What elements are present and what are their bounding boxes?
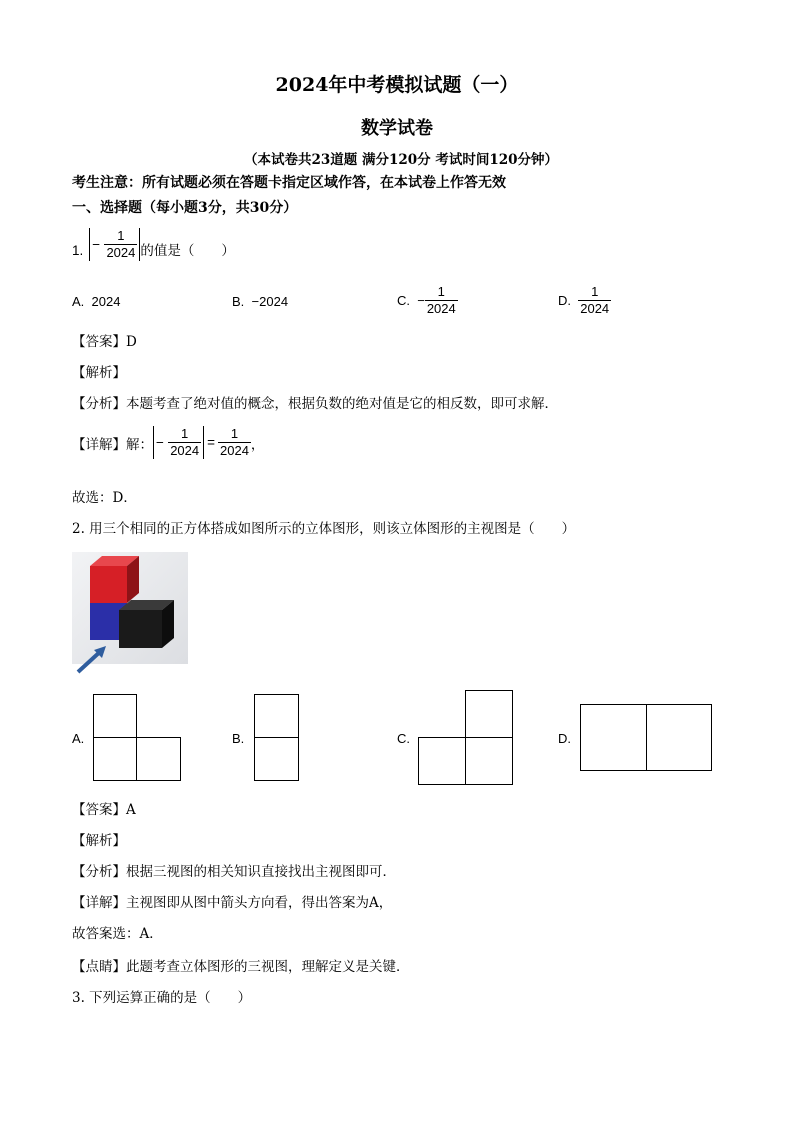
black-cube-front	[119, 610, 162, 648]
question-1-stem	[72, 228, 235, 261]
exam-title: 2024年中考模拟试题（一）	[275, 74, 519, 96]
view-b-top-square	[254, 694, 299, 738]
option-d-label: D.	[558, 731, 571, 746]
option-a-label: A.	[72, 731, 85, 746]
exam-notice: 考生注意：所有试题必须在答题卡指定区域作答，在本试卷上作答无效	[72, 175, 506, 191]
fraction: $\frac{1}{2024}$	[170, 426, 200, 458]
view-c-bottom-left-square	[418, 737, 466, 785]
answer-2: 【答案】A	[72, 802, 136, 818]
red-cube-front	[90, 566, 127, 603]
exam-subject: 数学试卷	[361, 118, 433, 139]
view-b-bottom-square	[254, 737, 299, 781]
question-3-stem: 3. 下列运算正确的是（ ）	[72, 990, 252, 1006]
absolute-value-expression: − $\frac{1}{2024}$	[153, 426, 204, 459]
question-number: 1.	[72, 243, 84, 258]
option-c: C. − $\frac{1}{2024}$	[397, 284, 456, 316]
fraction: $\frac{1}{2024}$	[580, 284, 610, 316]
analysis-heading-1: 【解析】	[72, 365, 126, 381]
detail-2: 【详解】主视图即从图中箭头方向看，得出答案为A，	[72, 895, 393, 911]
exam-info: （本试卷共23道题 满分120分 考试时间120分钟）	[243, 152, 559, 168]
option-d: D. $\frac{1}{2024}$	[558, 284, 610, 316]
view-c-bottom-right-square	[465, 737, 513, 785]
question-1-tail: 的值是（ ）	[140, 243, 235, 259]
question-2-stem: 2. 用三个相同的正方体搭成如图所示的立体图形，则该立体图形的主视图是（ ）	[72, 521, 576, 537]
detail-1: 【详解】解： − $\frac{1}{2024}$ = $\frac{1}{2024}$ ，	[72, 426, 265, 458]
fraction: $\frac{1}{2024}$	[426, 284, 456, 316]
comment-2: 【点睛】此题考查立体图形的三视图，理解定义是关键．	[72, 959, 410, 975]
fraction: $\frac{1}{2024}$	[106, 228, 136, 260]
analysis-1: 【分析】本题考查了绝对值的概念，根据负数的绝对值是它的相反数，即可求解．	[72, 396, 558, 412]
view-c-top-square	[465, 690, 513, 738]
option-b-label: B.	[232, 731, 245, 746]
analysis-2: 【分析】根据三视图的相关知识直接找出主视图即可．	[72, 864, 396, 880]
conclusion-2: 故答案选：A．	[72, 926, 163, 942]
fraction: $\frac{1}{2024}$	[220, 426, 249, 458]
absolute-value-expression	[89, 228, 140, 261]
cube-figure	[72, 552, 188, 678]
answer-1: 【答案】D	[72, 334, 137, 350]
option-c-label: C.	[397, 731, 410, 746]
minus-sign: −	[92, 237, 101, 252]
view-a-top-square	[93, 694, 137, 738]
option-b: B. −2024	[232, 294, 289, 309]
analysis-heading-2: 【解析】	[72, 833, 126, 849]
view-d-left-square	[580, 704, 647, 771]
view-d-right-square	[646, 704, 712, 771]
view-a-bottom-right-square	[136, 737, 181, 781]
option-a: A. 2024	[72, 294, 121, 309]
view-a-bottom-left-square	[93, 737, 137, 781]
conclusion-1: 故选：D．	[72, 490, 137, 506]
section-heading: 一、选择题（每小题3分，共30分）	[72, 200, 298, 216]
